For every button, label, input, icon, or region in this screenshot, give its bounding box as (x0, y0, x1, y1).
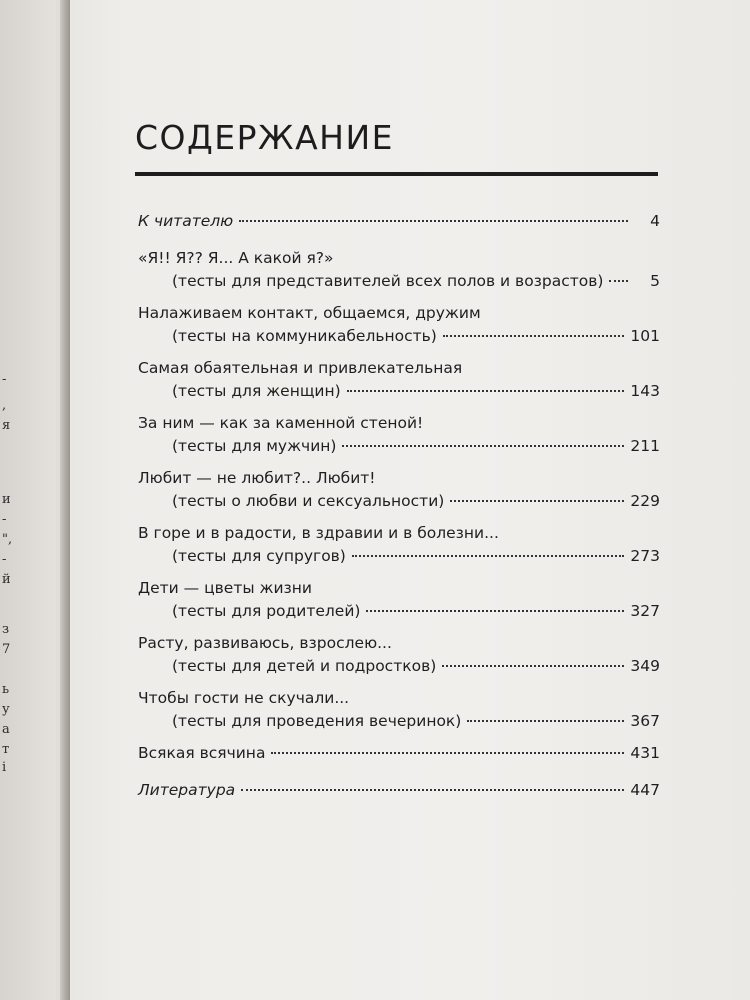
left-page-fragment: и (2, 492, 11, 507)
toc-entry-title: Любит — не любит?.. Любит! (138, 469, 376, 487)
dot-leader (467, 720, 624, 722)
toc-line (138, 547, 660, 570)
toc-page-number: 5 (650, 272, 660, 290)
toc-entry-subtitle: (тесты для мужчин) (172, 437, 337, 455)
toc-entry-title: К читателю (138, 212, 234, 230)
toc-entry (138, 212, 660, 235)
toc-entry-subtitle: (тесты о любви и сексуальности) (172, 492, 445, 510)
toc-entry (138, 689, 660, 735)
contents-page (70, 0, 750, 1000)
toc-line (138, 414, 660, 437)
toc-line (138, 712, 660, 735)
toc-page-number: 4 (650, 212, 660, 230)
page-title: СОДЕРЖАНИЕ (135, 118, 395, 157)
toc-entry-title: Всякая всячина (138, 744, 266, 762)
toc-entry-title: За ним — как за каменной стеной! (138, 414, 424, 432)
toc-entry-subtitle: (тесты для проведения вечеринок) (172, 712, 462, 730)
table-of-contents (138, 212, 660, 813)
toc-entry-subtitle: (тесты для родителей) (172, 602, 361, 620)
toc-line (138, 492, 660, 515)
left-page-fragment: у (2, 702, 10, 717)
dot-leader (352, 555, 625, 557)
left-page-fragment: - (2, 372, 7, 387)
left-page-fragment: т (2, 742, 10, 757)
toc-entry-title: Расту, развиваюсь, взрослею... (138, 634, 392, 652)
left-page-fragment: 7 (2, 642, 11, 657)
toc-page-number: 229 (630, 492, 660, 510)
dot-leader (443, 335, 625, 337)
toc-page-number: 101 (630, 327, 660, 345)
toc-page-number: 273 (630, 547, 660, 565)
toc-line (138, 359, 660, 382)
left-page-fragment: ", (2, 532, 13, 547)
toc-entry-title: Самая обаятельная и привлекательная (138, 359, 463, 377)
toc-line (138, 524, 660, 547)
left-page-fragment: , (2, 398, 7, 413)
toc-line (138, 689, 660, 712)
toc-entry (138, 634, 660, 680)
toc-page-number: 349 (630, 657, 660, 675)
toc-entry-title: Литература (138, 781, 236, 799)
dot-leader (366, 610, 624, 612)
left-page-fragment: - (2, 512, 7, 527)
toc-entry (138, 524, 660, 570)
toc-line (138, 382, 660, 405)
toc-entry (138, 744, 660, 767)
toc-entry (138, 304, 660, 350)
left-page-fragment: й (2, 572, 11, 587)
toc-line (138, 437, 660, 460)
toc-entry (138, 359, 660, 405)
dot-leader (442, 665, 624, 667)
toc-entry (138, 781, 660, 804)
left-page-fragment: я (2, 418, 11, 433)
toc-page-number: 447 (630, 781, 660, 799)
toc-entry-subtitle: (тесты на коммуникабельность) (172, 327, 437, 345)
toc-page-number: 211 (630, 437, 660, 455)
left-page-fragment: і (2, 760, 7, 775)
toc-line (138, 781, 660, 804)
toc-line (138, 657, 660, 680)
toc-line (138, 602, 660, 625)
dot-leader (342, 445, 624, 447)
toc-line (138, 469, 660, 492)
toc-line (138, 304, 660, 327)
toc-entry (138, 414, 660, 460)
toc-entry (138, 579, 660, 625)
toc-entry-title: Дети — цветы жизни (138, 579, 313, 597)
dot-leader (609, 280, 628, 282)
toc-line (138, 212, 660, 235)
toc-line (138, 249, 660, 272)
toc-line (138, 744, 660, 767)
toc-entry-title: В горе и в радости, в здравии и в болезни... (138, 524, 499, 542)
left-page-fragment: - (2, 552, 7, 567)
toc-entry-subtitle: (тесты для представителей всех полов и возрастов) (172, 272, 604, 290)
toc-page-number: 431 (630, 744, 660, 762)
toc-line (138, 579, 660, 602)
toc-entry-title: Налаживаем контакт, общаемся, дружим (138, 304, 481, 322)
dot-leader (241, 789, 624, 791)
toc-entry-subtitle: (тесты для детей и подростков) (172, 657, 437, 675)
toc-line (138, 327, 660, 350)
dot-leader (271, 752, 624, 754)
left-page-fragment: а (2, 722, 10, 737)
toc-entry-subtitle: (тесты для женщин) (172, 382, 341, 400)
toc-entry-subtitle: (тесты для супругов) (172, 547, 346, 565)
toc-page-number: 327 (630, 602, 660, 620)
toc-entry-title: «Я!! Я?? Я... А какой я?» (138, 249, 334, 267)
dot-leader (347, 390, 625, 392)
toc-page-number: 143 (630, 382, 660, 400)
toc-line (138, 634, 660, 657)
dot-leader (450, 500, 624, 502)
left-page-fragment: з (2, 622, 10, 637)
dot-leader (239, 220, 628, 222)
toc-entry-title: Чтобы гости не скучали... (138, 689, 350, 707)
toc-entry (138, 469, 660, 515)
toc-entry (138, 249, 660, 295)
toc-line (138, 272, 660, 295)
left-page-fragment: ь (2, 682, 10, 697)
title-rule (135, 172, 658, 176)
toc-page-number: 367 (630, 712, 660, 730)
